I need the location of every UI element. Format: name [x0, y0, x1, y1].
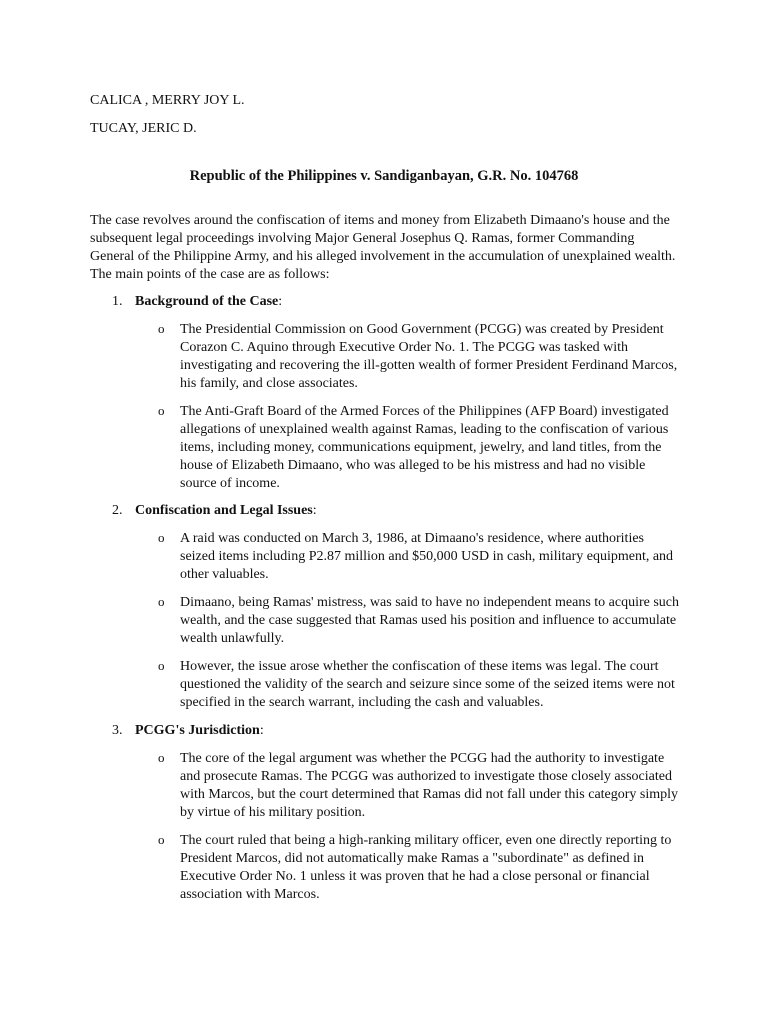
list-item	[0, 403, 768, 493]
section-confiscation	[0, 502, 768, 712]
list-item	[0, 594, 768, 648]
section-number: 1.	[112, 294, 123, 309]
section-title: Confiscation and Legal Issues:	[135, 503, 317, 518]
bullet-marker: o	[158, 403, 165, 418]
bullet-text: The Anti-Graft Board of the Armed Forces of the Philippines (AFP Board) investigated allegations of unexplained wealth against Ramas, leading to the confiscation of various items, including money, communications equipment, jewelry, and land titles, from the house of Elizabeth Dimaano, who was alleged to be his mistress and had no visible source of income.	[180, 404, 669, 491]
bullet-text: A raid was conducted on March 3, 1986, at Dimaano's residence, where authorities seized items including P2.87 million and $50,000 USD in cash, military equipment, and other valuables.	[180, 531, 674, 582]
case-title: Republic of the Philippines v. Sandiganbayan, G.R. No. 104768	[189, 168, 579, 184]
bullet-marker: o	[158, 530, 165, 545]
list-item	[0, 658, 768, 712]
bullet-text: Dimaano, being Ramas' mistress, was said to have no independent means to acquire such wealth, and the case suggested that Ramas used his position and influence to accumulate wealth unlawfully.	[180, 595, 680, 646]
bullet-text: The Presidential Commission on Good Government (PCGG) was created by President Corazon C. Aquino through Executive Order No. 1. The PCGG was tasked with investigating and recovering the ill-gotten wealth of former President Ferdinand Marcos, his family, and close associates.	[180, 322, 678, 391]
bullet-text: The court ruled that being a high-ranking military officer, even one directly reporting to President Marcos, did not automatically make Ramas a "subordinate" as defined in Executive Order No. 1 unless it was proven that he had a close personal or financial association with Marcos.	[180, 833, 672, 902]
author-name: CALICA , MERRY JOY L.	[90, 93, 245, 108]
section-title: PCGG's Jurisdiction:	[135, 723, 264, 738]
bullet-marker: o	[158, 594, 165, 609]
list-item	[0, 750, 768, 822]
list-item	[0, 832, 768, 904]
bullet-text: However, the issue arose whether the confiscation of these items was legal. The court questioned the validity of the search and seizure since some of the seized items were not specified in the search warrant, including the cash and valuables.	[180, 659, 675, 710]
section-heading	[0, 293, 768, 311]
bullet-text: The core of the legal argument was whether the PCGG had the authority to investigate and prosecute Ramas. The PCGG was authorized to investigate those closely associated with Marcos, but the court determined that Ramas did not fall under this category simply by virtue of his military position.	[180, 751, 679, 820]
section-title: Background of the Case:	[135, 294, 283, 309]
section-number: 2.	[112, 503, 123, 518]
section-jurisdiction	[0, 722, 768, 904]
section-number: 3.	[112, 723, 123, 738]
bullet-marker: o	[158, 750, 165, 765]
list-item	[0, 321, 768, 393]
bullet-marker: o	[158, 321, 165, 336]
intro-paragraph: The case revolves around the confiscation of items and money from Elizabeth Dimaano's house and the subsequent legal proceedings involving Major General Josephus Q. Ramas, former Commanding General of the Philippine Army, and his alleged involvement in the accumulation of unexplained wealth. The main points of the case are as follows:	[90, 213, 676, 282]
author-name: TUCAY, JERIC D.	[90, 121, 197, 136]
section-heading	[0, 722, 768, 740]
section-heading	[0, 502, 768, 520]
list-item	[0, 530, 768, 584]
bullet-marker: o	[158, 658, 165, 673]
section-background	[0, 293, 768, 493]
bullet-marker: o	[158, 832, 165, 847]
